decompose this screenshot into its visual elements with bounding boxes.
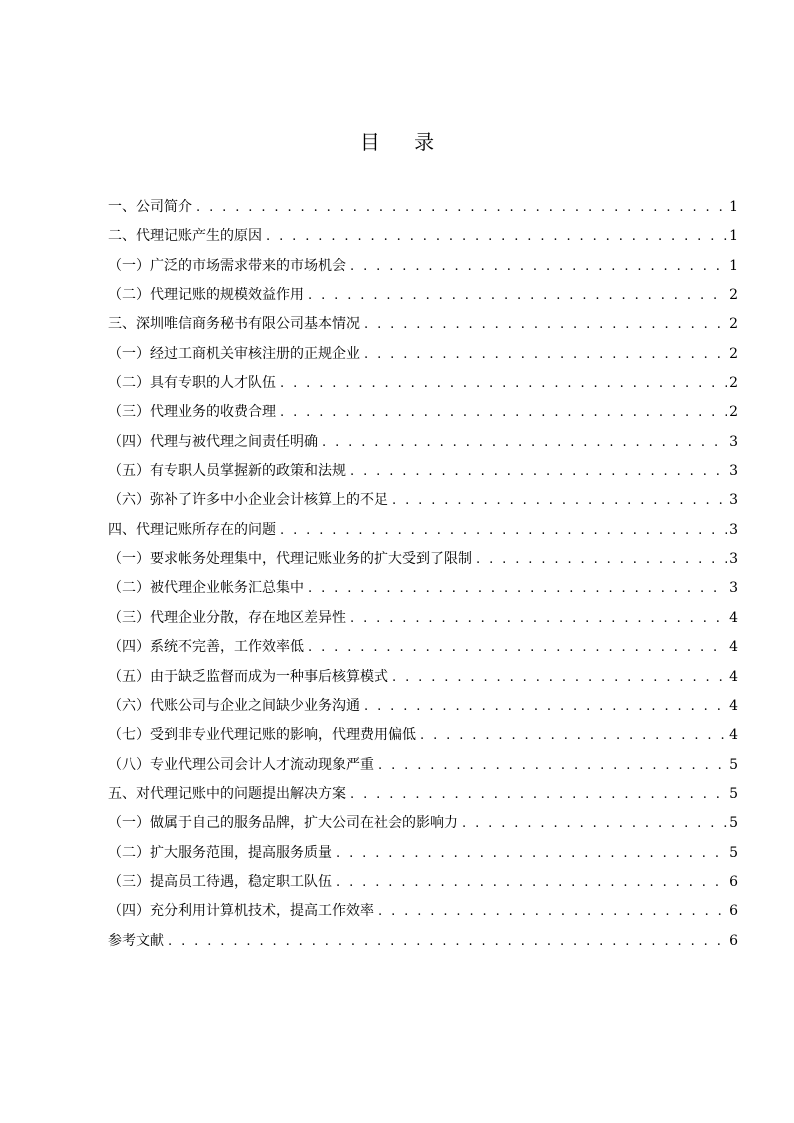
toc-page-number: 2 (729, 375, 738, 392)
toc-page-number: 2 (729, 345, 738, 362)
toc-entry[interactable] (108, 692, 738, 721)
toc-entry-text: （一）广泛的市场需求带来的市场机会 (108, 257, 346, 274)
toc-entry[interactable] (108, 809, 738, 838)
toc-page-number: 3 (729, 521, 738, 538)
toc-list (108, 193, 738, 956)
toc-page-number: 1 (729, 257, 738, 274)
toc-entry-text: （二）代理记账的规模效益作用 (108, 287, 304, 304)
toc-entry-text: （六）代账公司与企业之间缺少业务沟通 (108, 697, 360, 714)
toc-entry[interactable] (108, 545, 738, 574)
toc-entry-text: 二、代理记账产生的原因 (108, 228, 262, 245)
toc-entry[interactable] (108, 604, 738, 633)
toc-dot-leader (168, 927, 727, 956)
toc-dot-leader (308, 281, 727, 310)
toc-entry[interactable] (108, 927, 738, 956)
toc-dot-leader (350, 780, 727, 809)
toc-entry[interactable] (108, 457, 738, 486)
toc-page-number: 5 (729, 785, 738, 802)
toc-dot-leader (308, 574, 727, 603)
toc-dot-leader (350, 457, 727, 486)
toc-entry-text: （二）被代理企业帐务汇总集中 (108, 580, 304, 597)
toc-entry-text: 参考文献 (108, 932, 164, 949)
toc-entry[interactable] (108, 780, 738, 809)
toc-dot-leader (378, 751, 727, 780)
toc-dot-leader (392, 486, 727, 515)
toc-entry[interactable] (108, 721, 738, 750)
toc-dot-leader (322, 428, 727, 457)
toc-page-number: 1 (729, 199, 738, 215)
toc-entry-text: （五）有专职人员掌握新的政策和法规 (108, 463, 346, 480)
toc-dot-leader (364, 692, 727, 721)
toc-dot-leader (364, 340, 727, 369)
toc-dot-leader (196, 193, 727, 222)
toc-dot-leader (462, 809, 727, 838)
toc-entry[interactable] (108, 428, 738, 457)
toc-entry-text: 四、代理记账所存在的问题 (108, 521, 276, 538)
toc-entry[interactable] (108, 340, 738, 369)
toc-page-number: 4 (729, 697, 738, 714)
toc-entry-text: （二）具有专职的人才队伍 (108, 375, 276, 392)
toc-entry-text: （二）扩大服务范围，提高服务质量 (108, 844, 332, 861)
toc-dot-leader (280, 369, 727, 398)
toc-page-number: 3 (729, 492, 738, 509)
toc-entry[interactable] (108, 252, 738, 281)
toc-entry-text: （四）充分利用计算机技术，提高工作效率 (108, 903, 374, 920)
toc-page-number: 3 (729, 580, 738, 597)
toc-entry-text: （三）代理业务的收费合理 (108, 404, 276, 421)
toc-page-number: 4 (729, 668, 738, 685)
toc-entry-text: 一、公司简介 (108, 199, 192, 215)
toc-entry-text: （三）提高员工待遇，稳定职工队伍 (108, 873, 332, 890)
toc-page-number: 4 (729, 639, 738, 656)
toc-page-number: 2 (729, 316, 738, 333)
toc-title: 目 录 (359, 130, 449, 154)
toc-entry-text: （六）弥补了许多中小企业会计核算上的不足 (108, 492, 388, 509)
toc-dot-leader (378, 897, 727, 926)
toc-dot-leader (420, 721, 727, 750)
toc-dot-leader (350, 604, 727, 633)
toc-page-number: 5 (729, 756, 738, 773)
toc-dot-leader (280, 398, 727, 427)
toc-entry[interactable] (108, 897, 738, 926)
toc-entry-text: 三、深圳唯信商务秘书有限公司基本情况 (108, 316, 360, 333)
toc-entry-text: （一）要求帐务处理集中，代理记账业务的扩大受到了限制 (108, 551, 472, 568)
toc-entry[interactable] (108, 663, 738, 692)
toc-entry-text: 五、对代理记账中的问题提出解决方案 (108, 785, 346, 802)
toc-page-number: 1 (729, 228, 738, 245)
toc-dot-leader (476, 545, 727, 574)
toc-page-number: 6 (729, 873, 738, 890)
toc-entry-text: （七）受到非专业代理记账的影响，代理费用偏低 (108, 727, 416, 744)
toc-dot-leader (308, 633, 727, 662)
toc-entry[interactable] (108, 281, 738, 310)
toc-entry[interactable] (108, 310, 738, 339)
toc-dot-leader (350, 252, 727, 281)
toc-entry[interactable] (108, 222, 738, 251)
toc-page-number: 4 (729, 609, 738, 626)
toc-page-number: 2 (729, 404, 738, 421)
toc-entry[interactable] (108, 516, 738, 545)
toc-entry[interactable] (108, 486, 738, 515)
toc-dot-leader (364, 310, 727, 339)
toc-dot-leader (392, 663, 727, 692)
toc-page-number: 3 (729, 551, 738, 568)
toc-entry[interactable] (108, 633, 738, 662)
toc-page-number: 6 (729, 903, 738, 920)
toc-page-number: 3 (729, 463, 738, 480)
toc-page-number: 3 (729, 433, 738, 450)
toc-entry-text: （四）代理与被代理之间责任明确 (108, 433, 318, 450)
toc-dot-leader (336, 868, 727, 897)
toc-dot-leader (336, 839, 727, 868)
toc-page-number: 5 (729, 815, 738, 832)
toc-entry-text: （四）系统不完善，工作效率低 (108, 639, 304, 656)
toc-entry[interactable] (108, 574, 738, 603)
toc-entry-text: （三）代理企业分散，存在地区差异性 (108, 609, 346, 626)
toc-page-number: 6 (729, 932, 738, 949)
toc-dot-leader (280, 516, 727, 545)
toc-entry[interactable] (108, 398, 738, 427)
toc-entry-text: （一）做属于自己的服务品牌，扩大公司在社会的影响力 (108, 815, 458, 832)
toc-entry[interactable] (108, 751, 738, 780)
toc-page-number: 2 (729, 287, 738, 304)
toc-entry-text: （五）由于缺乏监督而成为一种事后核算模式 (108, 668, 388, 685)
toc-entry[interactable] (108, 868, 738, 897)
toc-entry-text: （八）专业代理公司会计人才流动现象严重 (108, 756, 374, 773)
toc-entry[interactable] (108, 193, 738, 222)
toc-page-number: 4 (729, 727, 738, 744)
toc-entry-text: （一）经过工商机关审核注册的正规企业 (108, 345, 360, 362)
toc-entry[interactable] (108, 839, 738, 868)
toc-dot-leader (266, 222, 727, 251)
toc-entry[interactable] (108, 369, 738, 398)
toc-page-number: 5 (729, 844, 738, 861)
